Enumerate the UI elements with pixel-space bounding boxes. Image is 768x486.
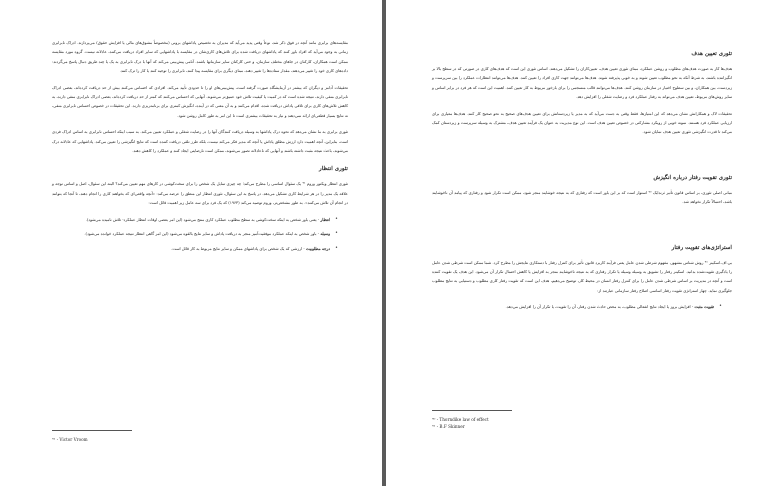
bullet-text: - باور شخص به اینکه عملکرد موفقیت‌آمیز منجر به دریافت پاداش و سایر نتایج بالقوه می‌شود (این امر گاهی انتظار نتیجه عملکرد خوانده می‌شود). [84,231,321,237]
section-heading-strategies: استراتژی‌های تقویت رفتار [671,244,732,251]
footnote-divider [432,410,512,411]
section-heading-expectancy: تئوری انتظار [319,166,348,173]
bullet-term: درجه مطلوبیت [305,245,330,251]
bullet-term: تقویت مثبت [694,304,714,310]
left-page-body [52,38,348,253]
bullet-list [52,215,348,253]
section-heading-goal-setting: تئوری تعیین هدف [691,51,732,57]
bullet-term: انتظار [320,216,330,222]
paragraph: تحقیقات آدامز و دیگران که بیشتر در آزمایشگاه صورت گرفته است، پیش‌بینی‌های او را تا حدودی تأیید می‌کند. افرادی که احساس می‌کنند بیش از حد دریافت کرده‌اند، بعضی ادراک نابرابری منفی دارند، نتیجه شده است که در کمیت یا کیفیت تلاش خود عمیق‌تر می‌شوند. آنهایی که احساس می‌کنند که کمتر از حد دریافت کرده‌اند، بعضی ادراک نابرابری منفی دارند، به کاهش تلاش‌های کاری برای تلافی پاداش دریافت شده، اقدام می‌کنند و به آن معنی که در آینده، انگیزش کمتری برای برنامه‌ریزی دارند. این تحقیقات در خصوص احساس نابرابری منفی، نه نتایج بسیار قطعی‌ای ارائه نمی‌دهند و نیاز به تحقیقات بیشتری است تا این امر به طور کامل روشن شود. [52,84,348,118]
footnote: ⁴¹ - B.F Skinner [432,424,465,429]
paragraph: تئوری برابری به ما نشان می‌دهد که نحوه درک پاداشها به وسیله دریافت کنندگان آنها را در رضایت شغلی و عملکرد تعیین می‌کند. به سبب اینکه احساس نابرابری به اساس ادراک فردی است، بنابراین، آنچه اهمیت دارد ارزش مطلق پاداش یا آنچه که مدیر فکر می‌کند نیست، بلکه طرز تلقی دریافت کننده است که نتایج انگیزشی را تعیین می‌کند. پاداشهایی که عادلانه درک می‌شوند، باعث نتیجه مثبت داشته باشند و آنهایی که ناعادلانه تصور می‌شوند، ممکن است نارضایتی ایجاد کنند و عملکرد را کاهش دهند. [52,129,348,154]
bullet-text: - یعنی باور شخص به اینکه سخت‌کوشی به سطح مطلوب عملکرد کاری منتج می‌شود (این امر بعضی اوقات انتظار عملکرد- تلاش نامیده می‌شود). [85,216,321,222]
footnote-divider [52,430,132,431]
bullet-list [432,302,732,311]
paragraph: مبانی اصلی تئوری، بر اساس قانون تأثیر ثرندایک ⁴⁰ استوار است که بر این باور است که رفتاری که به نتیجه خوشایند منجر شود، ممکن است تکرار شود و رفتاری که پیامد آن ناخوشایند باشد، احتمالاً تکرار نخواهد شد. [432,189,732,205]
right-page-body [432,50,732,312]
bullet-item [52,229,338,238]
paragraph: تحقیقات لاک و همکارانش نشان می‌دهد که این امتیازها، فقط وقتی به دست می‌آید که به مدیر یا زیردستانش برای تعیین هدف‌های صحیح به نحو صحیح کار کنند. هدف‌ها معیاری برای ارزیابی عملکرد فرد هستند. نمونه خوبی از رویکرد مشارکتی در خصوص تعیین هدف است. این نوع مدیریت به عنوان یک فرآیند تعیین هدف، مشترک به وسیله سرپرست و زیردستان کمک می‌کند تا قدرت انگیزشی تئوری تعیین هدف نمایان شود. [432,110,732,135]
right-page [386,0,768,486]
bullet-item [432,302,722,311]
spacer [432,214,732,234]
section-heading-reinforcement: تئوری تقویت رفتار درباره انگیزش [653,174,732,181]
bullet-item [52,244,338,253]
paragraph: تئوری انتظار ویکتور وروم ⁴¹ یک سئوال اساسی را مطرح می‌کند؛ چه چیزی تمایل یک شخص را برای سخت‌کوشی در کارهای مهم تعیین می‌کند؟ البته این سئوال، اصل و اساس توجه و علاقه یک مدیر را در هر شرایط کاری تشکیل می‌دهد. در پاسخ به این سئوال، تئوری انتظار این منطق را عرضه می‌کند: «آنچه واقعی‌ای که بخواهند کاری را انجام دهند، تا آنجا که بتوانند در انجام آن تلاش می‌کنند». به طور مشخص‌تر، وروم توصیه می‌کند (۱۹۶۴) که یک فرد برای سه عامل زیر اهمیت قائل است: [52,181,348,206]
bullet-text: - افزایش بروز یا ایجاد نتایج انفعالی مطلوب، به محض حادث شدن رفتار، آن را تقویت، یا تکرار آن را افزایش می‌دهد. [505,304,695,310]
bullet-term: وسیله [320,231,330,237]
paragraph: هدف‌ها کار به صورت هدف‌های مطلوب و روشن عملکرد، مبنای تئوری تعیین هدف، تعیین‌کاران را تشکیل می‌دهند. اساس تئوری این است که هدف‌های کاری در صورتی که در سطح بالا بر انگیزاننده باشند، به شرط آنکه به نحو مطلوب تعیین شوند و به خوبی پذیرفته شوند. هدف‌ها می‌توانند جهت کاری افراد را تعیین کنند. هدف‌ها می‌توانند انتظارات عملکرد را بین سرپرست و زیردست، بین همکاران، و بین سطوح اختیار در سازمان روشن کنند. هدف‌ها می‌توانند قالب منسجمی را برای بازخور مربوط به کار تعیین کنند. اهمیت این است که هر فرد در برابر اساس و سایر روش‌های مربوط، تعیین هدف می‌تواند به رفتار عملکرد فرد و رضایت شغلی را افزایش دهد. [432,66,732,100]
bullet-item [52,215,338,224]
bullet-text: - ارزشی که یک شخص برای پاداشهای ممکن و سایر نتایج مربوط به کار قائل است. [171,245,306,251]
left-page [0,0,382,486]
paragraph: بی.اف.اسکینر ⁴¹ روش شناس مشهور، مفهوم شرطی شدن عامل یعنی فرآیند کاربرد قانون تأثیر برای کنترل رفتار با دستکاری نتایجش را مطرح کرد. شما ممکن است شرطی شدن عامل را یادگیری تقویت‌شده بدانید. اسکینر رفتار را تشویق به وسیله وسیله یا تکرار رفتاری که به نتیجه ناخوشایند منجر به افزایش یا کاهش احتمال تکرار آن می‌شود. این هدف یک تقویت کننده است و آنچه در مدیریت بر اساس شرطی شدن عامل را برای کنترل رفتار انسان در محیط کار، توضیح می‌دهیم، هدف این است که تقویت رفتار کاری مطلوب و دستیابی به نتایج مطلوب جلوگیری نماید. چهار استراتژی تقویت رفتار اساسی اصلاح رفتار سازمانی عبارتند از: [432,259,733,293]
paragraph: مقایسه‌های برابری مانند آنچه در فوق ذکر شد، نوعاً وقتی پدید می‌آید که مدیران به تخصیص پاداشهای برونی (مخصوصاً مشوق‌های مالی یا افزایش حقوق) می‌پردازند. ادراک نابرابری زمانی به وجود می‌آید که افراد باور کنند که پاداشهای دریافت شده برای تلاش‌های کاری‌شان در مقایسه با پاداشهایی که سایر افراد دریافت می‌کنند، عادلانه نیست. گروه مورد مقایسه ممکن است همکاران، کارکنان در جاهای مختلف سازمان، و حتی کارکنان سایر سازمانها باشند. آنامی پیش‌بینی می‌کند که آنها با درک نابرابری به یک یا چند طریق دنبال پاسخ می‌گردند: داده‌های کاری خود را تغییر می‌دهند، مقدار ستاده‌ها را تغییر دهند، مبنای دیگری برای مقایسه پیدا کنند، نابرابری را توجیه کنند یا کار را ترک کنند. [52,40,348,74]
footnote: ⁴⁰ - Thorndike law of effect [432,417,489,422]
spacer [432,144,732,164]
footnote: ⁴¹ - Victor Vroom [52,437,88,442]
